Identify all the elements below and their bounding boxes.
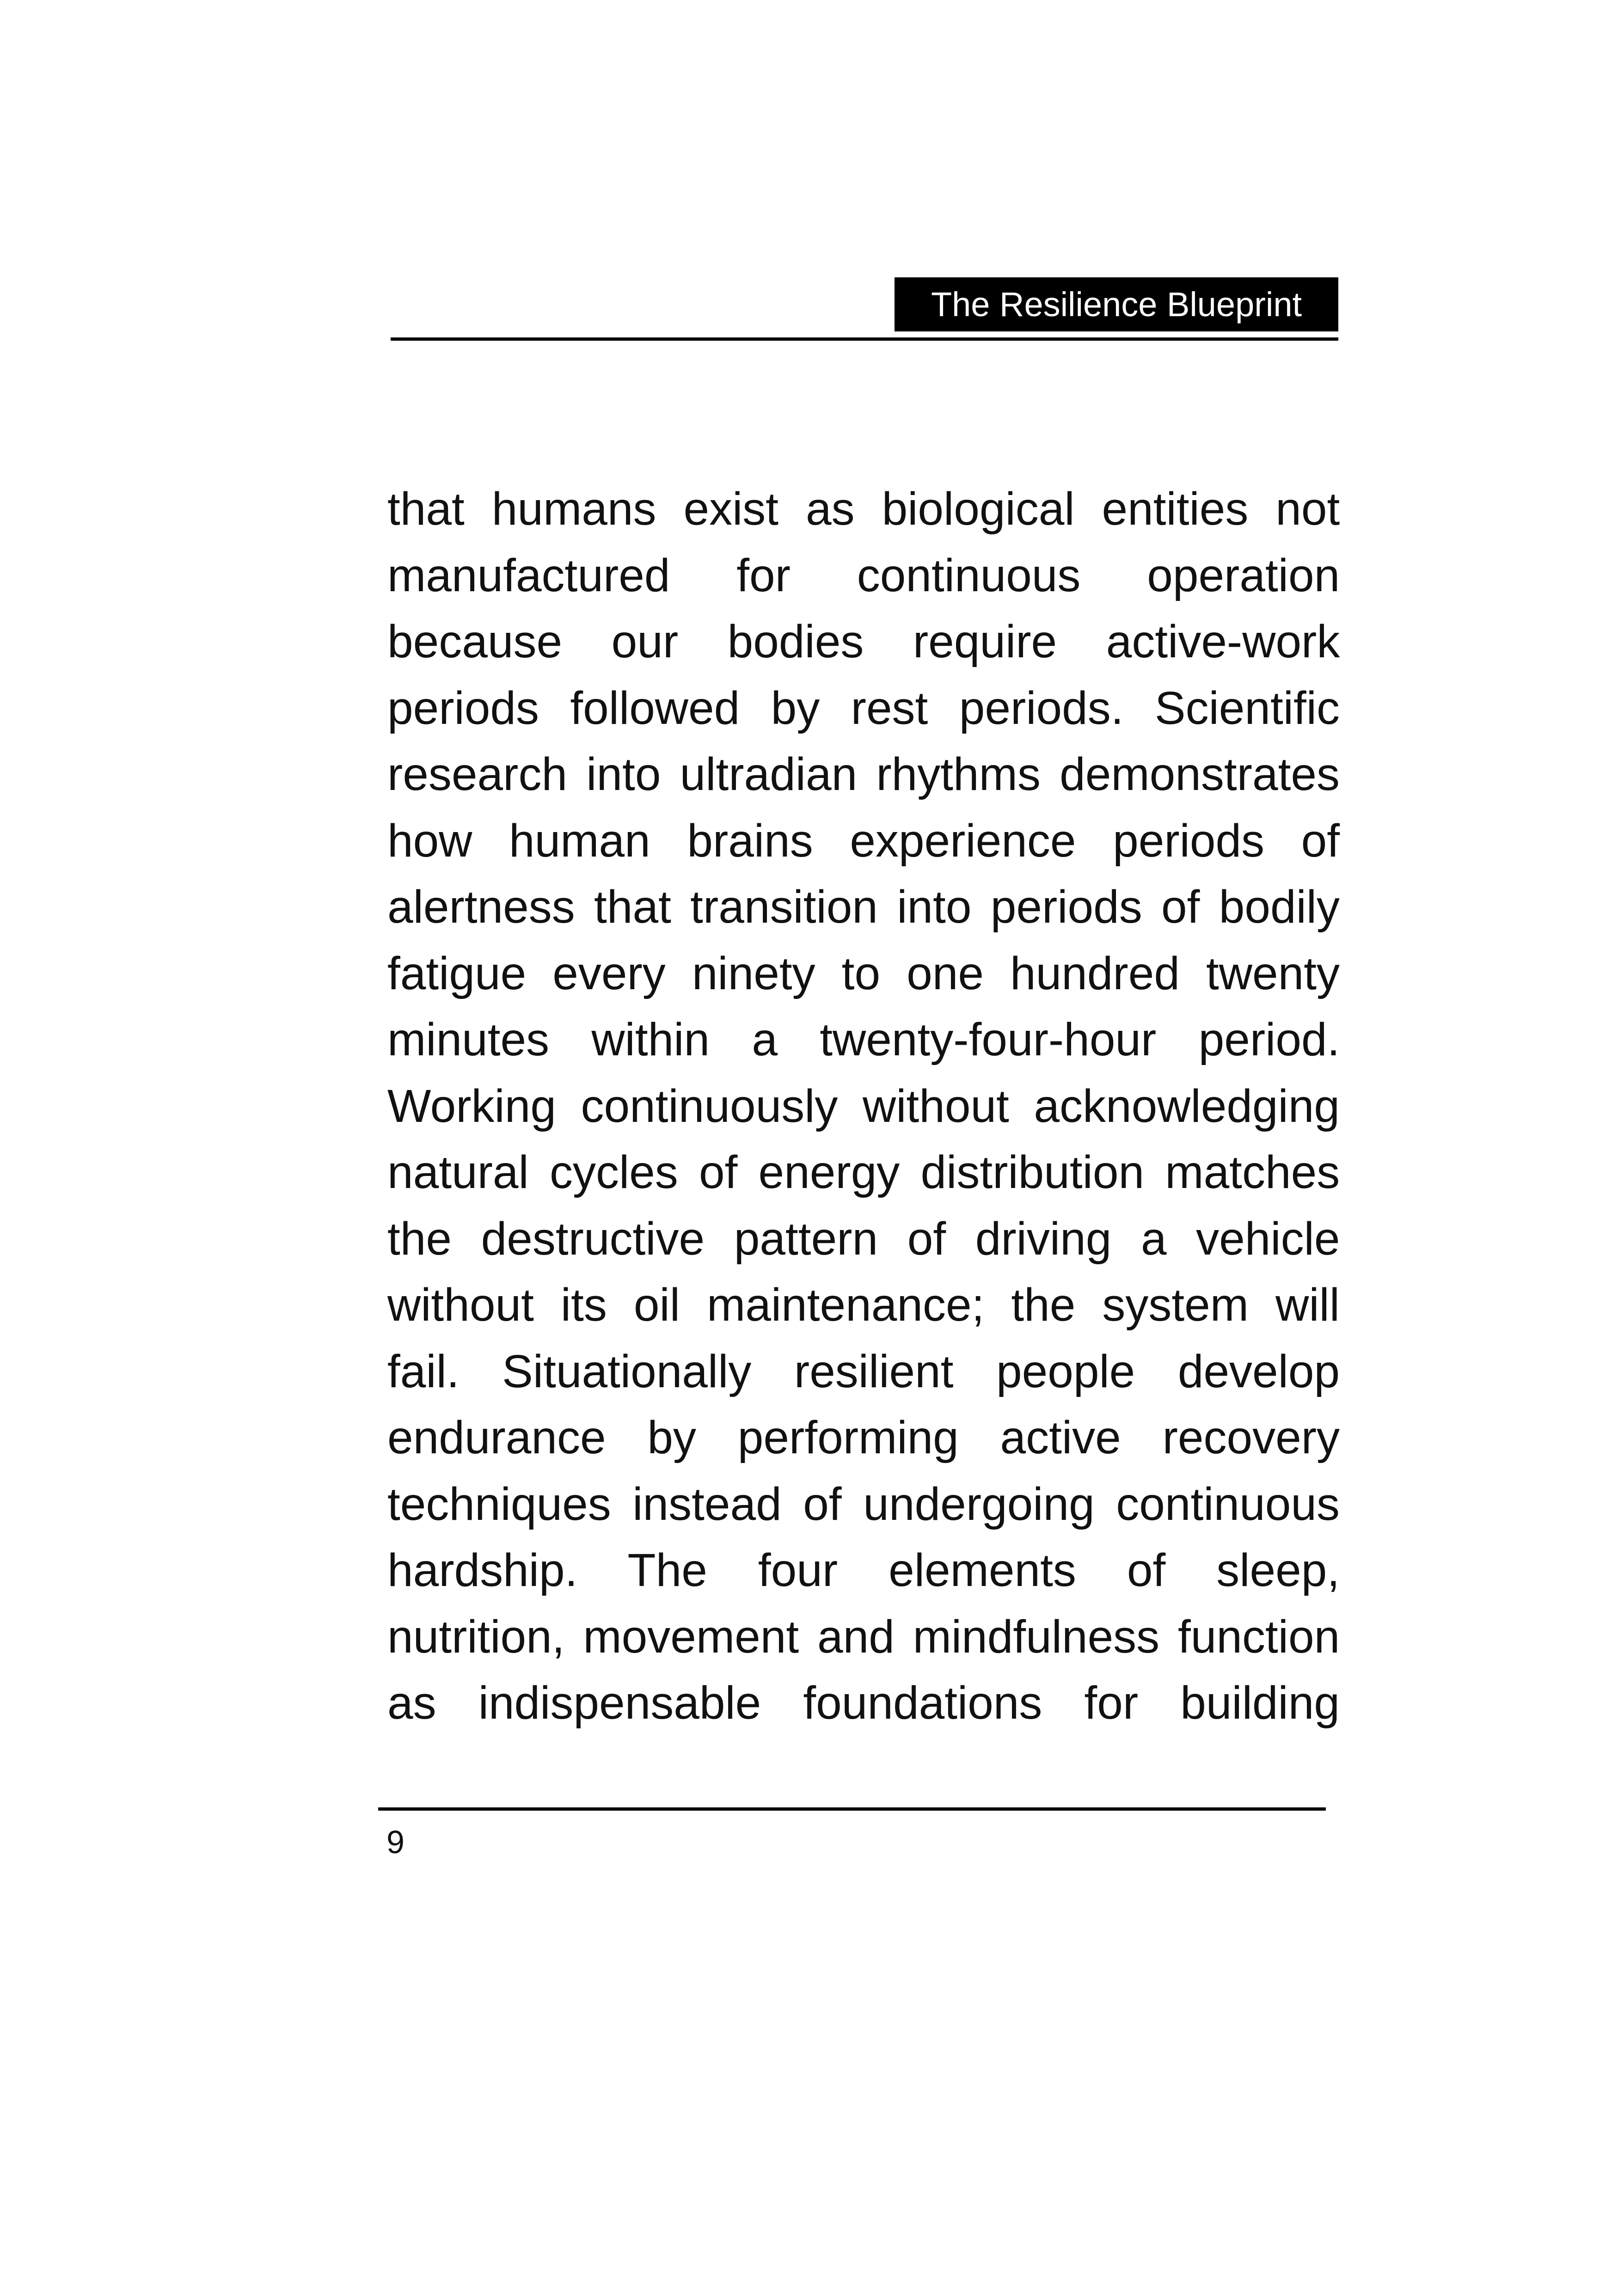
text-line: how human brains experience periods of — [387, 814, 1340, 867]
text-line: hardship. The four elements of sleep, — [387, 1544, 1340, 1596]
text-line: alertness that transition into periods of bodily — [387, 881, 1340, 933]
text-line: periods followed by rest periods. Scientific — [387, 682, 1340, 734]
text-line: as indispensable foundations for building — [387, 1677, 1340, 1729]
page-number: 9 — [386, 1824, 404, 1860]
text-line: research into ultradian rhythms demonstrates — [387, 748, 1340, 800]
text-line: fatigue every ninety to one hundred twenty — [387, 947, 1340, 999]
running-header: The Resilience Blueprint — [895, 277, 1338, 331]
text-line: techniques instead of undergoing continuous — [387, 1478, 1340, 1530]
text-line: Working continuously without acknowledging — [387, 1080, 1340, 1132]
text-line: because our bodies require active-work — [387, 616, 1340, 667]
text-line: manufactured for continuous operation — [387, 549, 1340, 601]
text-line: minutes within a twenty-four-hour period. — [387, 1014, 1340, 1065]
text-line: without its oil maintenance; the system will — [387, 1279, 1340, 1331]
header-rule — [391, 337, 1338, 341]
text-line: fail. Situationally resilient people develop — [387, 1345, 1340, 1397]
footer-rule — [378, 1807, 1326, 1811]
body-paragraph — [387, 476, 1340, 1737]
text-line: nutrition, movement and mindfulness function — [387, 1610, 1340, 1663]
text-line: endurance by performing active recovery — [387, 1412, 1340, 1463]
text-line: natural cycles of energy distribution matches — [387, 1146, 1340, 1198]
text-line: that humans exist as biological entities not — [387, 483, 1340, 535]
text-line: the destructive pattern of driving a vehicle — [387, 1212, 1340, 1265]
